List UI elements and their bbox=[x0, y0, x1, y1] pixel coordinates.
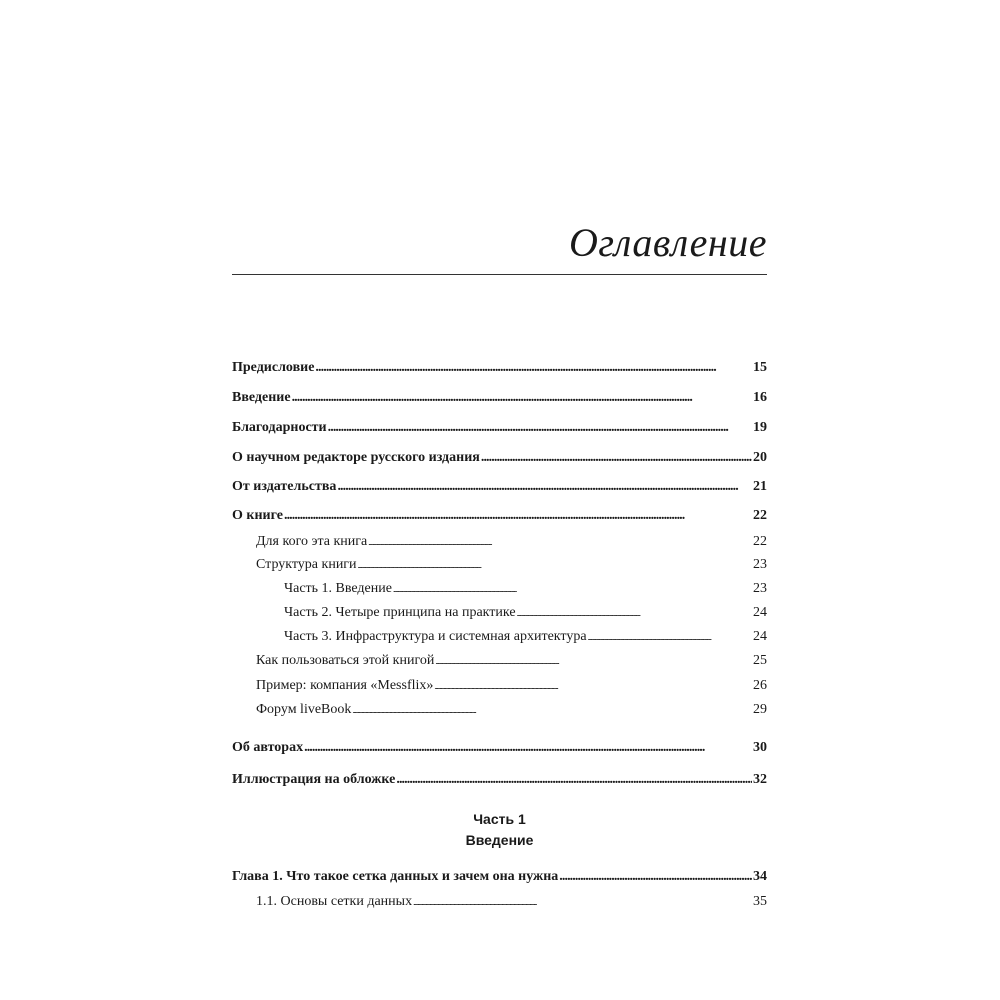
leader-dots bbox=[328, 419, 752, 437]
toc-entry-part-2[interactable] bbox=[284, 604, 767, 623]
leader-dots bbox=[315, 359, 752, 377]
toc-page-number: 26 bbox=[753, 678, 767, 693]
leader-dots bbox=[434, 678, 752, 696]
toc-page-number: 22 bbox=[753, 508, 767, 523]
toc-entry-label: 1.1. Основы сетки данных bbox=[256, 894, 413, 909]
toc-entry-label: Для кого эта книга bbox=[256, 534, 368, 549]
toc-entry-label: От издательства bbox=[232, 479, 337, 494]
toc-entry-livebook-forum[interactable] bbox=[256, 701, 767, 720]
toc-entry-how-to-use[interactable] bbox=[256, 652, 767, 671]
leader-dots bbox=[284, 507, 752, 525]
toc-entry-introduction[interactable] bbox=[232, 389, 767, 407]
part-number-heading: Часть 1 bbox=[473, 811, 526, 827]
toc-entry-label: Часть 2. Четыре принципа на практике bbox=[284, 605, 516, 620]
leader-dots bbox=[396, 771, 752, 789]
toc-entry-label: Иллюстрация на обложке bbox=[232, 772, 396, 787]
leader-dots bbox=[517, 605, 752, 623]
toc-page-number: 24 bbox=[753, 629, 767, 644]
toc-page-number: 20 bbox=[753, 450, 767, 465]
toc-entry-part-1[interactable] bbox=[284, 580, 767, 599]
toc-entry-label: О научном редакторе русского издания bbox=[232, 450, 480, 465]
toc-entry-label: Пример: компания «Messflix» bbox=[256, 678, 434, 693]
toc-entry-label: Структура книги bbox=[256, 557, 357, 572]
title-rule bbox=[232, 274, 767, 275]
part-name-heading: Введение bbox=[465, 832, 534, 848]
toc-entry-label: Часть 1. Введение bbox=[284, 581, 392, 596]
toc-page-number: 35 bbox=[753, 894, 767, 909]
leader-dots bbox=[393, 581, 752, 599]
toc-entry-label: Часть 3. Инфраструктура и системная архитектура bbox=[284, 629, 587, 644]
toc-page-number: 19 bbox=[753, 420, 767, 435]
toc-entry-section-1-1[interactable] bbox=[256, 893, 767, 912]
leader-dots bbox=[352, 702, 752, 720]
toc-entry-about-book[interactable] bbox=[232, 507, 767, 525]
toc-page-number: 25 bbox=[753, 653, 767, 668]
leader-dots bbox=[292, 389, 752, 407]
toc-entry-label: Благодарности bbox=[232, 420, 327, 435]
page-title: Оглавление bbox=[568, 220, 767, 265]
toc-page-number: 16 bbox=[753, 390, 767, 405]
toc-page-number: 23 bbox=[753, 557, 767, 572]
toc-entry-chapter-1[interactable] bbox=[232, 868, 767, 886]
toc-page-number: 30 bbox=[753, 740, 767, 755]
toc-entry-science-editor[interactable] bbox=[232, 449, 767, 467]
toc-entry-acknowledgements[interactable] bbox=[232, 419, 767, 437]
toc-entry-preface[interactable] bbox=[232, 359, 767, 377]
toc-entry-label: О книге bbox=[232, 508, 283, 523]
toc-page-number: 21 bbox=[753, 479, 767, 494]
toc-entry-label: Глава 1. Что такое сетка данных и зачем она нужна bbox=[232, 869, 559, 884]
toc-entry-label: Введение bbox=[232, 390, 291, 405]
leader-dots bbox=[304, 739, 752, 757]
toc-page-number: 23 bbox=[753, 581, 767, 596]
leader-dots bbox=[337, 478, 752, 496]
leader-dots bbox=[413, 894, 752, 912]
toc-entry-audience[interactable] bbox=[256, 533, 767, 552]
toc-entry-part-3[interactable] bbox=[284, 628, 767, 647]
toc-entry-messflix-example[interactable] bbox=[256, 677, 767, 696]
toc-entry-publisher[interactable] bbox=[232, 478, 767, 496]
toc-entry-about-authors[interactable] bbox=[232, 739, 767, 757]
toc-entry-label: Форум liveBook bbox=[256, 702, 352, 717]
toc-page-number: 22 bbox=[753, 534, 767, 549]
toc-page-number: 34 bbox=[753, 869, 767, 884]
toc-page-number: 29 bbox=[753, 702, 767, 717]
toc-entry-label: Об авторах bbox=[232, 740, 304, 755]
toc-entry-cover-illustration[interactable] bbox=[232, 771, 767, 789]
toc-page-number: 15 bbox=[753, 360, 767, 375]
leader-dots bbox=[358, 557, 752, 575]
leader-dots bbox=[435, 653, 752, 671]
leader-dots bbox=[588, 629, 752, 647]
toc-page-number: 32 bbox=[753, 772, 767, 787]
leader-dots bbox=[481, 449, 752, 467]
toc-entry-label: Как пользоваться этой книгой bbox=[256, 653, 435, 668]
leader-dots bbox=[559, 868, 752, 886]
toc-entry-book-structure[interactable] bbox=[256, 556, 767, 575]
leader-dots bbox=[368, 534, 752, 552]
toc-entry-label: Предисловие bbox=[232, 360, 315, 375]
toc-page-number: 24 bbox=[753, 605, 767, 620]
